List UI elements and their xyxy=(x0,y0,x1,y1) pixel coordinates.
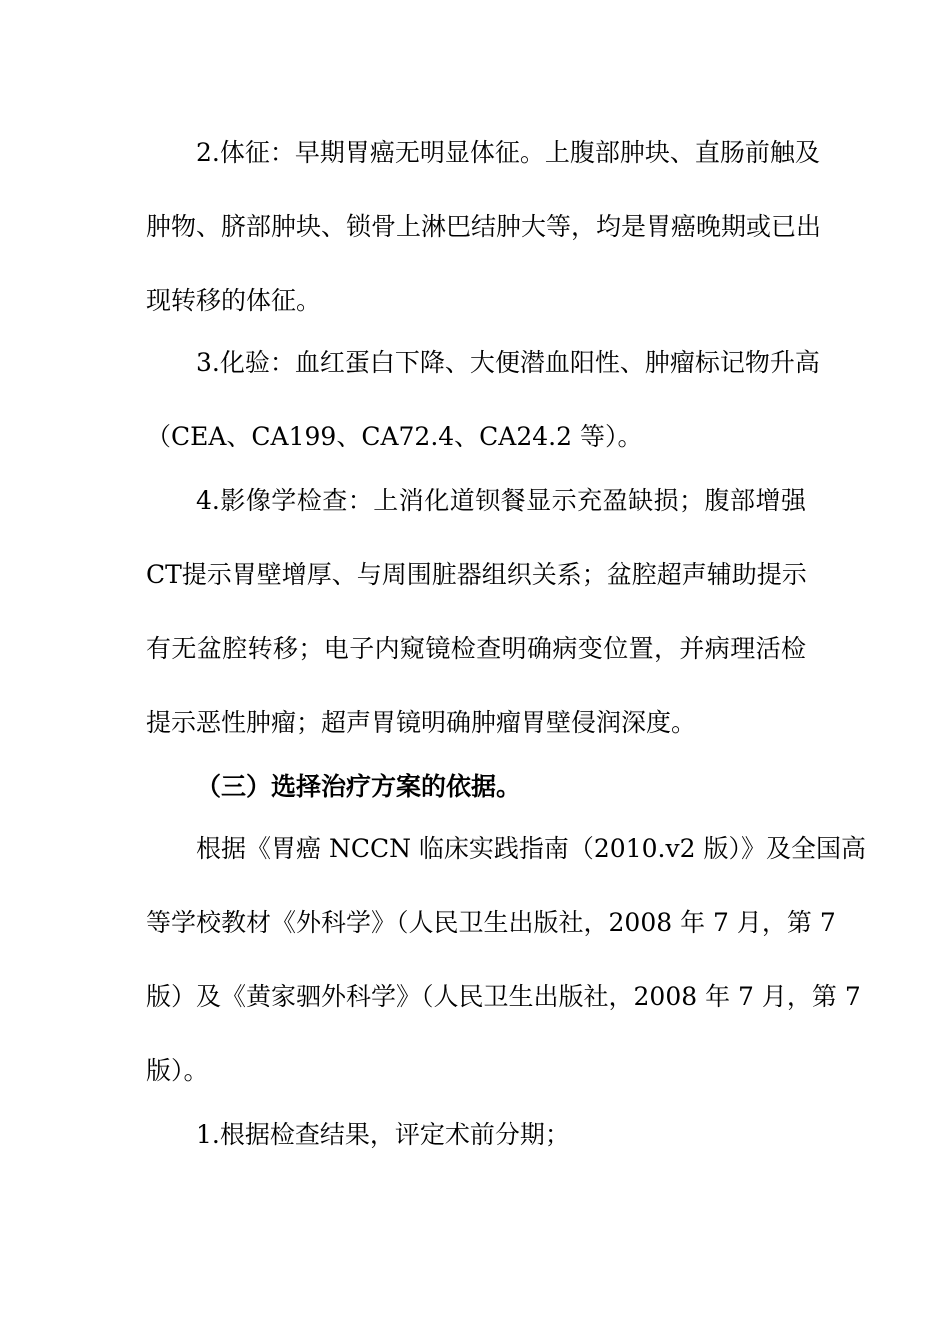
section-heading: （三）选择治疗方案的依据。 xyxy=(196,772,522,801)
imaging-paragraph-line-4: 提示恶性肿瘤；超声胃镜明确肿瘤胃壁侵润深度。 xyxy=(146,708,697,737)
lab-paragraph-line-2: （CEA、CA199、CA72.4、CA24.2 等）。 xyxy=(146,422,643,451)
basis-paragraph-line-4: 版）。 xyxy=(146,1056,209,1085)
basis-paragraph-line-1: 根据《胃癌 NCCN 临床实践指南（2010.v2 版）》及全国高 xyxy=(196,834,866,863)
signs-paragraph-line-2: 肿物、脐部肿块、锁骨上淋巴结肿大等，均是胃癌晚期或已出 xyxy=(146,212,822,241)
signs-paragraph-line-1: 2.体征：早期胃癌无明显体征。上腹部肿块、直肠前触及 xyxy=(196,138,820,167)
lab-paragraph-line-1: 3.化验：血红蛋白下降、大便潜血阳性、肿瘤标记物升高 xyxy=(196,348,820,377)
signs-paragraph-line-3: 现转移的体征。 xyxy=(146,286,322,315)
basis-paragraph-line-3: 版）及《黄家驷外科学》（人民卫生出版社，2008 年 7 月，第 7 xyxy=(146,982,861,1011)
imaging-paragraph-line-1: 4.影像学检查：上消化道钡餐显示充盈缺损；腹部增强 xyxy=(196,486,806,515)
staging-item: 1.根据检查结果，评定术前分期； xyxy=(196,1120,570,1149)
imaging-paragraph-line-2: CT提示胃壁增厚、与周围脏器组织关系；盆腔超声辅助提示 xyxy=(146,560,807,589)
imaging-paragraph-line-3: 有无盆腔转移；电子内窥镜检查明确病变位置，并病理活检 xyxy=(146,634,806,663)
basis-paragraph-line-2: 等学校教材《外科学》（人民卫生出版社，2008 年 7 月，第 7 xyxy=(146,908,836,937)
